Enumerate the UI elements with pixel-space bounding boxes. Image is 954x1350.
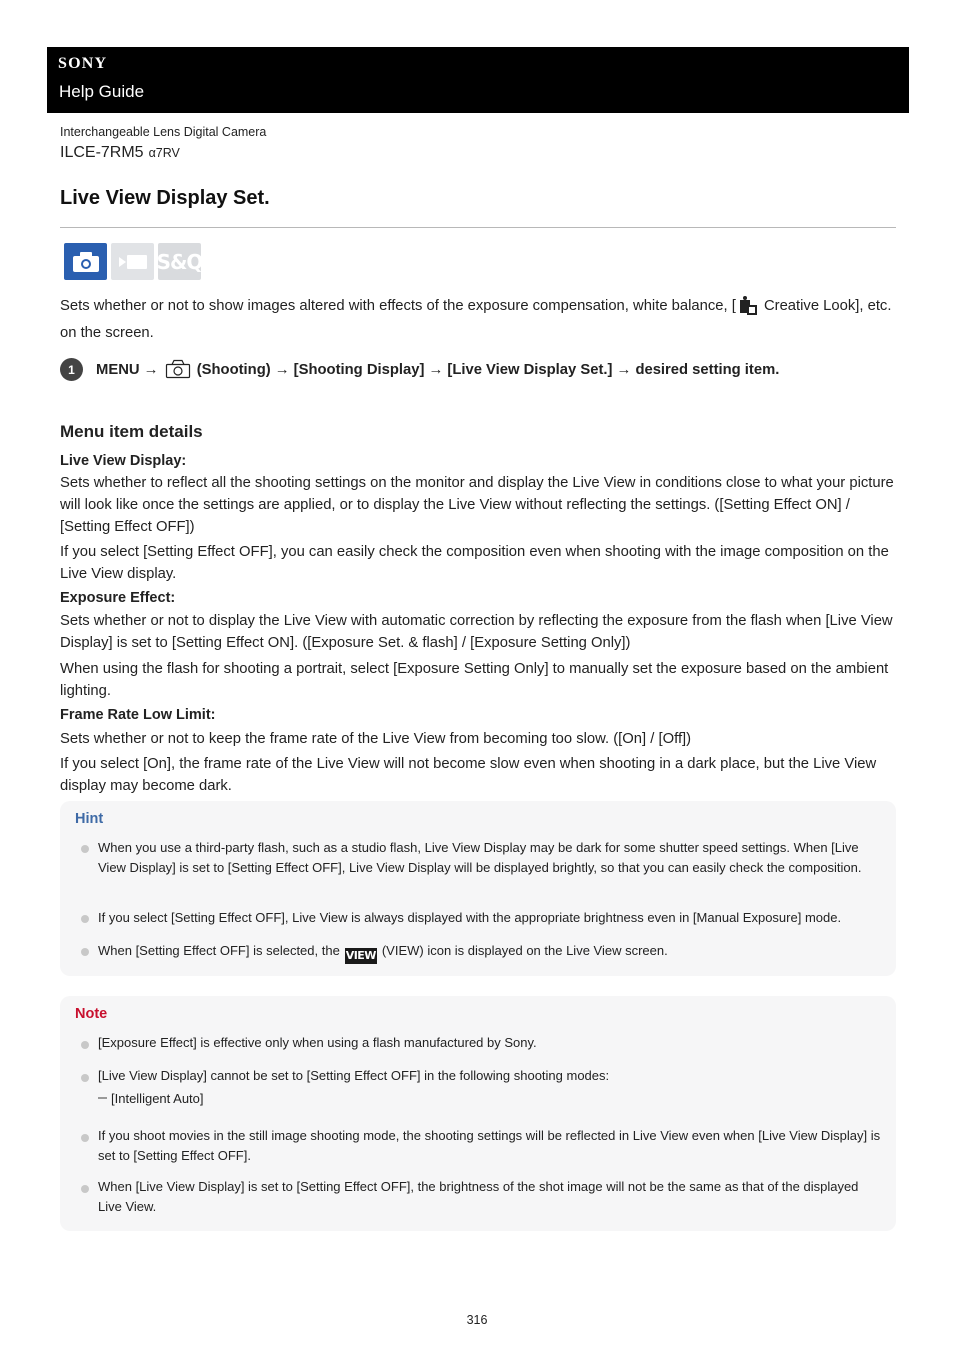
movie-mode-icon	[111, 243, 154, 280]
item-description: If you select [On], the frame rate of the Live View will not become slow even when shooting in a dark place, but the Live View display may become dark.	[60, 756, 877, 794]
hint-bullet: When you use a third-party flash, such as a studio flash, Live View Display may be dark for some shutter speed settings. When [Live View Display] is set to [Setting Effect OFF], Live View Display will be displayed brightly, so that you can easily check the composition.	[98, 840, 862, 875]
bullet-dot	[81, 948, 89, 956]
header-bar	[47, 47, 909, 113]
item-term: Live View Display:	[60, 453, 187, 469]
model-alias: α7RV	[148, 146, 180, 160]
note-bullet: [Exposure Effect] is effective only when using a flash manufactured by Sony.	[98, 1035, 537, 1050]
intro-text: Sets whether or not to show images altered with effects of the exposure compensation, white balance, [ Creative Look], etc. on the screen.	[60, 295, 896, 344]
title-divider	[60, 227, 896, 228]
hint-bullet: If you select [Setting Effect OFF], Live View is always displayed with the appropriate brightness even in [Manual Exposure] mode.	[98, 910, 842, 925]
shooting-camera-icon	[165, 359, 191, 383]
note-bullet: When [Live View Display] is set to [Setting Effect OFF], the brightness of the shot image will not be the same as that of the displayed Live View.	[98, 1179, 859, 1214]
step-instruction: MENU → (Shooting) → [Shooting Display] → [Live View Display Set.] → desired setting item.	[96, 359, 779, 383]
section-heading: Menu item details	[60, 422, 203, 441]
bullet-dot	[81, 1074, 89, 1082]
item-description: When using the flash for shooting a portrait, select [Exposure Setting Only] to manually set the exposure based on the ambient lighting.	[60, 661, 889, 699]
item-description: Sets whether or not to display the Live View with automatic correction by reflecting the exposure from the flash when [Live View Display] is set to [Setting Effect ON]. ([Exposure Set. & flash] / [Exposure Setting Only])	[60, 613, 893, 651]
guide-title[interactable]: Help Guide	[59, 82, 145, 101]
creative-look-icon	[738, 295, 758, 322]
note-bullet: If you shoot movies in the still image shooting mode, the shooting settings will be reflected in Live View even when [Live View Display] is set to [Setting Effect OFF].	[98, 1128, 881, 1163]
bullet-dot	[81, 915, 89, 923]
note-title: Note	[75, 1006, 108, 1022]
still-image-mode-icon	[64, 243, 107, 280]
page-title: Live View Display Set.	[60, 187, 270, 209]
slow-quick-mode-icon: S&Q	[158, 243, 201, 280]
note-bullet: [Live View Display] cannot be set to [Setting Effect OFF] in the following shooting modes:	[98, 1068, 610, 1083]
hint-bullet: When [Setting Effect OFF] is selected, the VIEW (VIEW) icon is displayed on the Live View screen.	[98, 943, 668, 962]
menu-step	[60, 356, 896, 382]
brand-logo: SONY	[58, 55, 108, 72]
item-description: If you select [Setting Effect OFF], you can easily check the composition even when shooting with the image composition on the Live View display.	[60, 544, 889, 582]
item-term: Frame Rate Low Limit:	[60, 707, 216, 723]
item-description: Sets whether to reflect all the shooting settings on the monitor and display the Live View in conditions close to what your picture will look like once the settings are applied, or to display the Live View without reflecting the settings. ([Setting Effect ON] / [Setting Effect OFF])	[60, 475, 894, 535]
bullet-dot	[81, 1041, 89, 1049]
view-icon: VIEW	[345, 949, 376, 962]
model-number: ILCE-7RM5	[60, 144, 144, 161]
bullet-dot	[81, 1185, 89, 1193]
item-term: Exposure Effect:	[60, 590, 176, 606]
note-box	[60, 996, 896, 1231]
hint-title: Hint	[75, 811, 104, 827]
hint-box	[60, 801, 896, 976]
model-line	[60, 144, 180, 162]
bullet-dot	[81, 845, 89, 853]
step-number: 1	[60, 358, 83, 381]
bullet-dot	[81, 1134, 89, 1142]
item-description: Sets whether or not to keep the frame rate of the Live View from becoming too slow. ([On] / [Off])	[60, 731, 692, 747]
page-number: 316	[466, 1313, 488, 1327]
product-type: Interchangeable Lens Digital Camera	[60, 125, 267, 139]
note-sub-item: [Intelligent Auto]	[98, 1089, 204, 1109]
dash-marker	[98, 1097, 107, 1099]
